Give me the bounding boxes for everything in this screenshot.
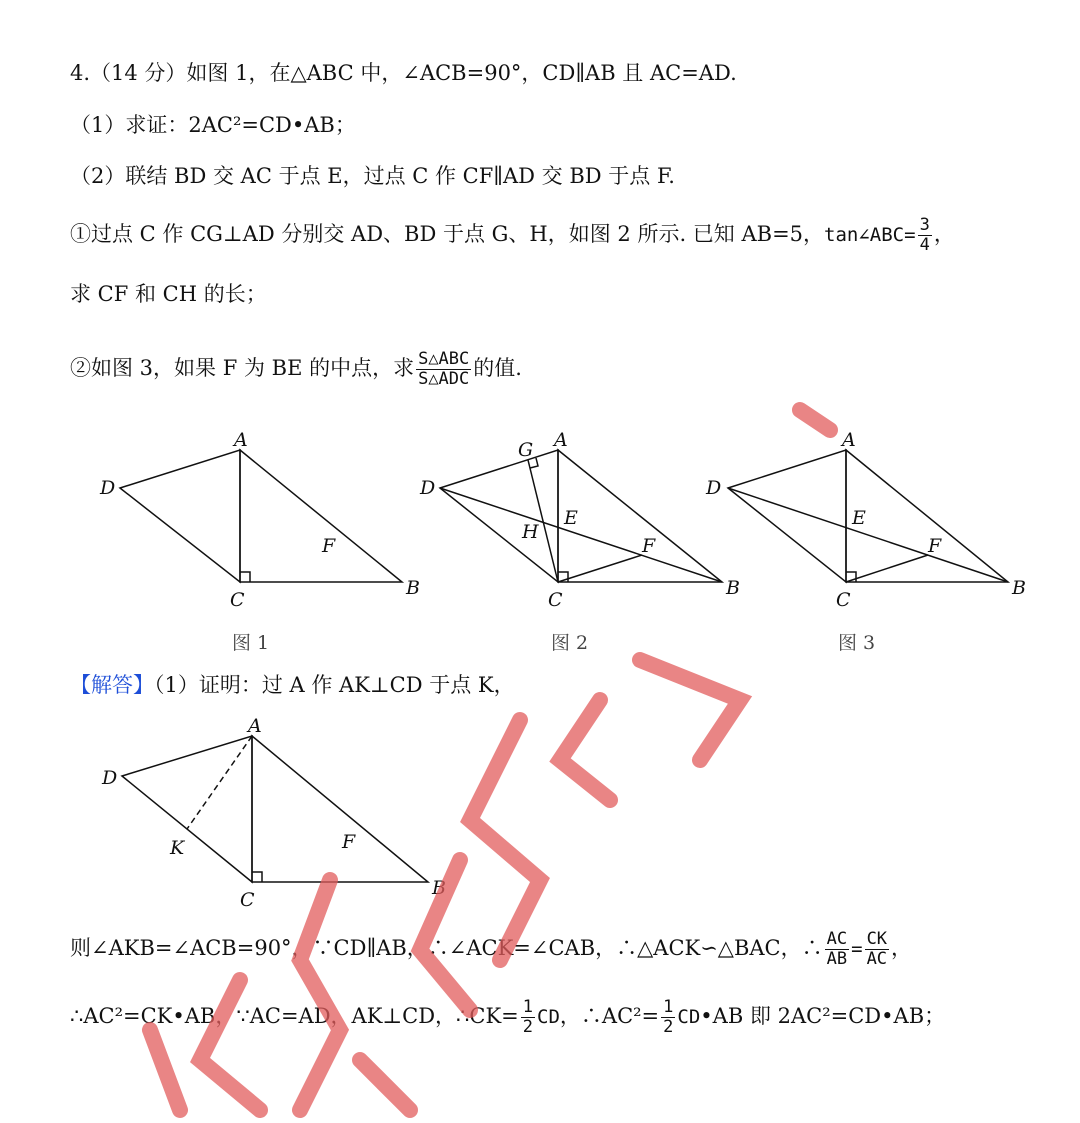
half-fraction-2	[661, 998, 675, 1037]
question-1: （1）求证：2AC²=CD•AB；	[70, 113, 356, 137]
equals-sign: =	[851, 938, 863, 960]
fig1-triangle-abc	[240, 450, 402, 582]
figure-auxiliary	[90, 712, 470, 912]
cd-symbol: CD	[537, 1006, 560, 1028]
punctuation: ，	[891, 936, 913, 960]
answer-step-2-mid: ，∴AC²=	[559, 1004, 660, 1028]
fig2-label-f: F	[642, 535, 656, 557]
fig2-label-a: A	[554, 429, 568, 451]
question-2a-line2: 求 CF 和 CH 的长；	[70, 282, 267, 306]
fig1-triangle-acd	[120, 450, 240, 582]
answer-step-1	[70, 930, 912, 969]
aux-right-angle-c	[252, 872, 262, 882]
answer-step-2	[70, 998, 945, 1037]
fig3-label-c: C	[836, 589, 851, 611]
answer-step-2-end: •AB 即 2AC²=CD•AB；	[700, 1004, 946, 1028]
figure-1-caption: 图 1	[232, 632, 270, 654]
area-ratio-fraction	[416, 350, 471, 389]
area-ratio-denominator: S△ADC	[418, 369, 470, 389]
fig2-label-g: G	[518, 439, 534, 461]
aux-label-b: B	[432, 877, 446, 899]
fraction-numerator: AC	[826, 929, 848, 949]
tan-fraction	[918, 216, 932, 255]
question-2b-end: 的值.	[473, 356, 522, 380]
fraction-numerator: 1	[522, 997, 534, 1017]
answer-step-2-text: ∴AC²=CK•AB，∵AC=AD，AK⊥CD，∴CK=	[70, 1004, 519, 1028]
answer-intro-text: （1）证明：过 A 作 AK⊥CD 于点 K，	[154, 673, 515, 697]
fig3-label-d: D	[706, 477, 722, 499]
watermark-stroke	[150, 1030, 180, 1110]
fig3-label-e: E	[852, 507, 866, 529]
watermark-stroke	[640, 660, 740, 760]
watermark-stroke	[470, 720, 540, 960]
fig2-label-h: H	[522, 521, 539, 543]
tan-expression: tan∠ABC=	[824, 224, 916, 246]
fig2-triangle-abc	[558, 450, 722, 582]
fig2-label-c: C	[548, 589, 563, 611]
aux-label-d: D	[102, 767, 118, 789]
fraction-denominator: 2	[663, 1017, 674, 1037]
fig3-line-cf	[846, 555, 928, 582]
fraction-numerator: 1	[663, 997, 674, 1017]
aux-label-c: C	[240, 889, 255, 911]
question-2b-text: ②如图 3，如果 F 为 BE 的中点，求	[70, 356, 415, 380]
fig2-triangle-acd	[440, 450, 558, 582]
fig2-label-d: D	[420, 477, 436, 499]
fig3-label-a: A	[842, 429, 856, 451]
answer-step-1-text: 则∠AKB=∠ACB=90°，∵CD∥AB，∴∠ACK=∠CAB，∴△ACK∽△BAC，∴	[70, 936, 823, 960]
question-2a	[70, 216, 955, 255]
fig2-line-bd	[440, 488, 722, 582]
half-fraction-1	[521, 998, 535, 1037]
problem-header: 4.（14 分）如图 1，在△ABC 中，∠ACB=90°，CD∥AB 且 AC=AD.	[70, 61, 737, 85]
fig1-label-a: A	[234, 429, 248, 451]
watermark-stroke	[560, 700, 610, 800]
aux-triangle-abc	[252, 736, 428, 882]
tan-denominator: 4	[919, 235, 930, 255]
ratio-fraction-1	[825, 930, 849, 969]
watermark-stroke	[300, 880, 340, 1110]
fig2-label-b: B	[726, 577, 740, 599]
fraction-denominator: 2	[522, 1017, 534, 1037]
aux-label-a: A	[248, 715, 262, 737]
fig3-label-f: F	[928, 535, 942, 557]
area-ratio-numerator: S△ABC	[418, 349, 470, 369]
aux-label-f: F	[342, 831, 356, 853]
fig1-label-b: B	[406, 577, 420, 599]
fig1-right-angle-mark	[240, 572, 250, 582]
figure-2-caption: 图 2	[551, 632, 589, 654]
tan-numerator: 3	[919, 215, 930, 235]
aux-triangle-acd	[122, 736, 252, 882]
fig3-triangle-acd	[728, 450, 846, 582]
fig3-triangle-abc	[846, 450, 1008, 582]
fig1-label-c: C	[230, 589, 245, 611]
fig1-label-f: F	[322, 535, 336, 557]
punctuation: ，	[933, 222, 955, 246]
question-2a-text: ①过点 C 作 CG⊥AD 分别交 AD、BD 于点 G、H，如图 2 所示. 已知 AB=5，	[70, 222, 825, 246]
fig3-label-b: B	[1012, 577, 1026, 599]
figure-3-caption: 图 3	[838, 632, 876, 654]
fraction-numerator: CK	[866, 929, 888, 949]
answer-intro	[70, 670, 515, 700]
figure-2	[410, 420, 750, 620]
figure-3	[700, 420, 1050, 620]
answer-tag: 【解答】	[70, 673, 154, 697]
fig2-label-e: E	[564, 507, 578, 529]
fraction-denominator: AC	[866, 949, 888, 969]
fig2-line-cf	[558, 555, 642, 582]
figure-1	[90, 420, 430, 620]
question-2: （2）联结 BD 交 AC 于点 E，过点 C 作 CF∥AD 交 BD 于点 F.	[70, 164, 675, 188]
question-2b	[70, 350, 522, 389]
aux-label-k: K	[170, 837, 185, 859]
fraction-denominator: AB	[826, 949, 848, 969]
fig1-label-d: D	[100, 477, 116, 499]
ratio-fraction-2	[865, 930, 889, 969]
watermark-stroke	[360, 1060, 410, 1110]
fig3-line-bd	[728, 488, 1008, 582]
aux-dashed-ak	[187, 736, 252, 829]
cd-symbol: CD	[677, 1006, 701, 1028]
